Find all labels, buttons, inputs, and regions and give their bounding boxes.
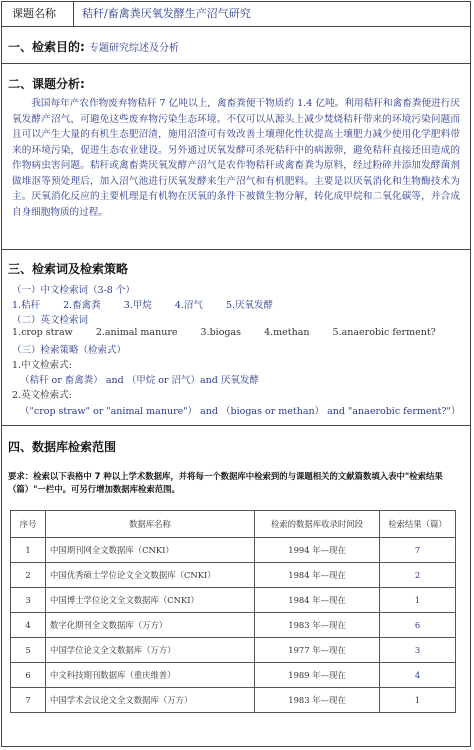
table-row bbox=[11, 588, 456, 613]
analysis-heading: 二、课题分析: bbox=[8, 77, 85, 91]
row-name: 中文科技期刊数据库（重庆维普） bbox=[46, 663, 255, 688]
database-heading: 四、数据库检索范围 bbox=[8, 440, 117, 454]
purpose-heading-label: 一、检索目的: bbox=[8, 40, 85, 54]
row-range: 1989 年—现在 bbox=[255, 663, 380, 688]
row-result: 6 bbox=[380, 613, 456, 638]
row-range: 1983 年—现在 bbox=[255, 613, 380, 638]
table-row bbox=[11, 638, 456, 663]
zh-terms bbox=[12, 297, 273, 311]
row-name: 中国博士学位论文全文数据库（CNKI） bbox=[46, 588, 255, 613]
en-term: 2.animal manure bbox=[95, 327, 178, 338]
zh-term: 5.厌氧发酵 bbox=[225, 300, 274, 311]
table-row bbox=[11, 663, 456, 688]
analysis-section bbox=[2, 64, 470, 250]
purpose-section bbox=[2, 27, 470, 64]
row-no: 1 bbox=[11, 538, 46, 563]
row-range: 1977 年—现在 bbox=[255, 638, 380, 663]
row-result: 4 bbox=[380, 663, 456, 688]
expr-title: （三）检索策略（检索式） bbox=[12, 345, 127, 356]
table-row bbox=[11, 613, 456, 638]
zh-terms-title: （一）中文检索词（3-8 个） bbox=[12, 285, 135, 296]
row-range: 1983 年—现在 bbox=[255, 688, 380, 713]
purpose-text: 专题研究综述及分析 bbox=[89, 43, 179, 54]
col-header-name: 数据库名称 bbox=[46, 511, 255, 538]
row-no: 4 bbox=[11, 613, 46, 638]
zh-expr-title: 1.中文检索式: bbox=[12, 360, 72, 371]
row-result: 2 bbox=[380, 563, 456, 588]
table-row bbox=[11, 688, 456, 713]
row-range: 1984 年—现在 bbox=[255, 563, 380, 588]
row-no: 3 bbox=[11, 588, 46, 613]
row-no: 5 bbox=[11, 638, 46, 663]
database-requirement: 要求：检索以下表格中 7 种以上学术数据库，并将每一个数据库中检索到的与课题相关的文献篇数填入表中"检索结果（篇）"一栏中。可另行增加数据库检索范围。 bbox=[8, 471, 443, 494]
en-terms bbox=[12, 327, 436, 338]
analysis-body: 我国每年产农作物废弃物秸秆 7 亿吨以上，禽畜粪便干物质约 1.4 亿吨。利用秸秆和禽畜粪便进行厌氧发酵产沼气，可避免这些废弃物污染生态环境。不仅可以从源头上减少焚烧秸秆带来的环境污染问题而且可以产生大量的有机生态肥沼渣，施用沼渣可有效改善土壤理化性状提高土壤肥力减少使用化学肥料带来的环境污染，促进生态农业建设。另外通过厌氧发酵可杀死秸秆中的病源卵，避免秸秆直接还田造成的作物病虫害问题。秸秆或禽畜粪厌氧发酵产沼气是农作物秸秆或禽畜粪为原料，经过粉碎并添加发酵菌剂做堆沤等预处理后，加入沼气池进行厌氧发酵来生产沼气和有机肥料。主要是以厌氧消化和生物酶技术为主。厌氧消化反应的主要机理是有机物在厌氧的条件下被微生物分解，转化成甲烷和二氧化碳等，并合成自身细胞物质的过程。 bbox=[12, 98, 460, 218]
row-no: 6 bbox=[11, 663, 46, 688]
strategy-heading: 三、检索词及检索策略 bbox=[8, 262, 129, 276]
row-result: 1 bbox=[380, 588, 456, 613]
zh-expr: （秸秆 or 畜禽粪） and （甲烷 or 沼气）and 厌氧发酵 bbox=[20, 375, 259, 386]
table-header-row bbox=[11, 511, 456, 538]
strategy-section bbox=[2, 250, 470, 426]
title-row bbox=[2, 2, 470, 27]
col-header-result: 检索结果（篇） bbox=[380, 511, 456, 538]
row-result: 3 bbox=[380, 638, 456, 663]
form-frame bbox=[1, 1, 471, 747]
row-name: 数字化期刊全文数据库（万方） bbox=[46, 613, 255, 638]
en-expr: （"crop straw" or "animal manure"） and （biogas or methan） and "anaerobic ferment?"） bbox=[20, 406, 461, 417]
col-header-range: 检索的数据库收录时间段 bbox=[255, 511, 380, 538]
row-name: 中国期刊网全文数据库（CNKI） bbox=[46, 538, 255, 563]
en-term: 5.anaerobic ferment? bbox=[332, 327, 436, 338]
table-row bbox=[11, 563, 456, 588]
zh-term: 2.畜禽粪 bbox=[63, 300, 101, 311]
purpose-heading bbox=[8, 38, 179, 55]
en-terms-title: （二）英文检索词 bbox=[12, 315, 89, 326]
row-name: 中国学术会议论文全文数据库（万方） bbox=[46, 688, 255, 713]
database-table bbox=[10, 510, 456, 713]
col-header-no: 序号 bbox=[11, 511, 46, 538]
title-label: 课题名称 bbox=[2, 2, 74, 26]
en-term: 3.biogas bbox=[200, 327, 242, 338]
row-no: 7 bbox=[11, 688, 46, 713]
zh-term: 1.秸秆 bbox=[12, 300, 41, 311]
zh-term: 4.沼气 bbox=[174, 300, 203, 311]
row-result: 7 bbox=[380, 538, 456, 563]
zh-term: 3.甲烷 bbox=[123, 300, 152, 311]
row-range: 1994 年—现在 bbox=[255, 538, 380, 563]
title-value: 秸秆/畜禽粪厌氧发酵生产沼气研究 bbox=[82, 7, 251, 20]
row-no: 2 bbox=[11, 563, 46, 588]
en-term: 4.methan bbox=[264, 327, 310, 338]
row-name: 中国优秀硕士学位论文全文数据库（CNKI） bbox=[46, 563, 255, 588]
database-section bbox=[2, 426, 470, 748]
en-term: 1.crop straw bbox=[12, 327, 73, 338]
row-result: 1 bbox=[380, 688, 456, 713]
row-range: 1984 年—现在 bbox=[255, 588, 380, 613]
table-row bbox=[11, 538, 456, 563]
row-name: 中国学位论文全文数据库（万方） bbox=[46, 638, 255, 663]
en-expr-title: 2.英文检索式: bbox=[12, 390, 72, 401]
